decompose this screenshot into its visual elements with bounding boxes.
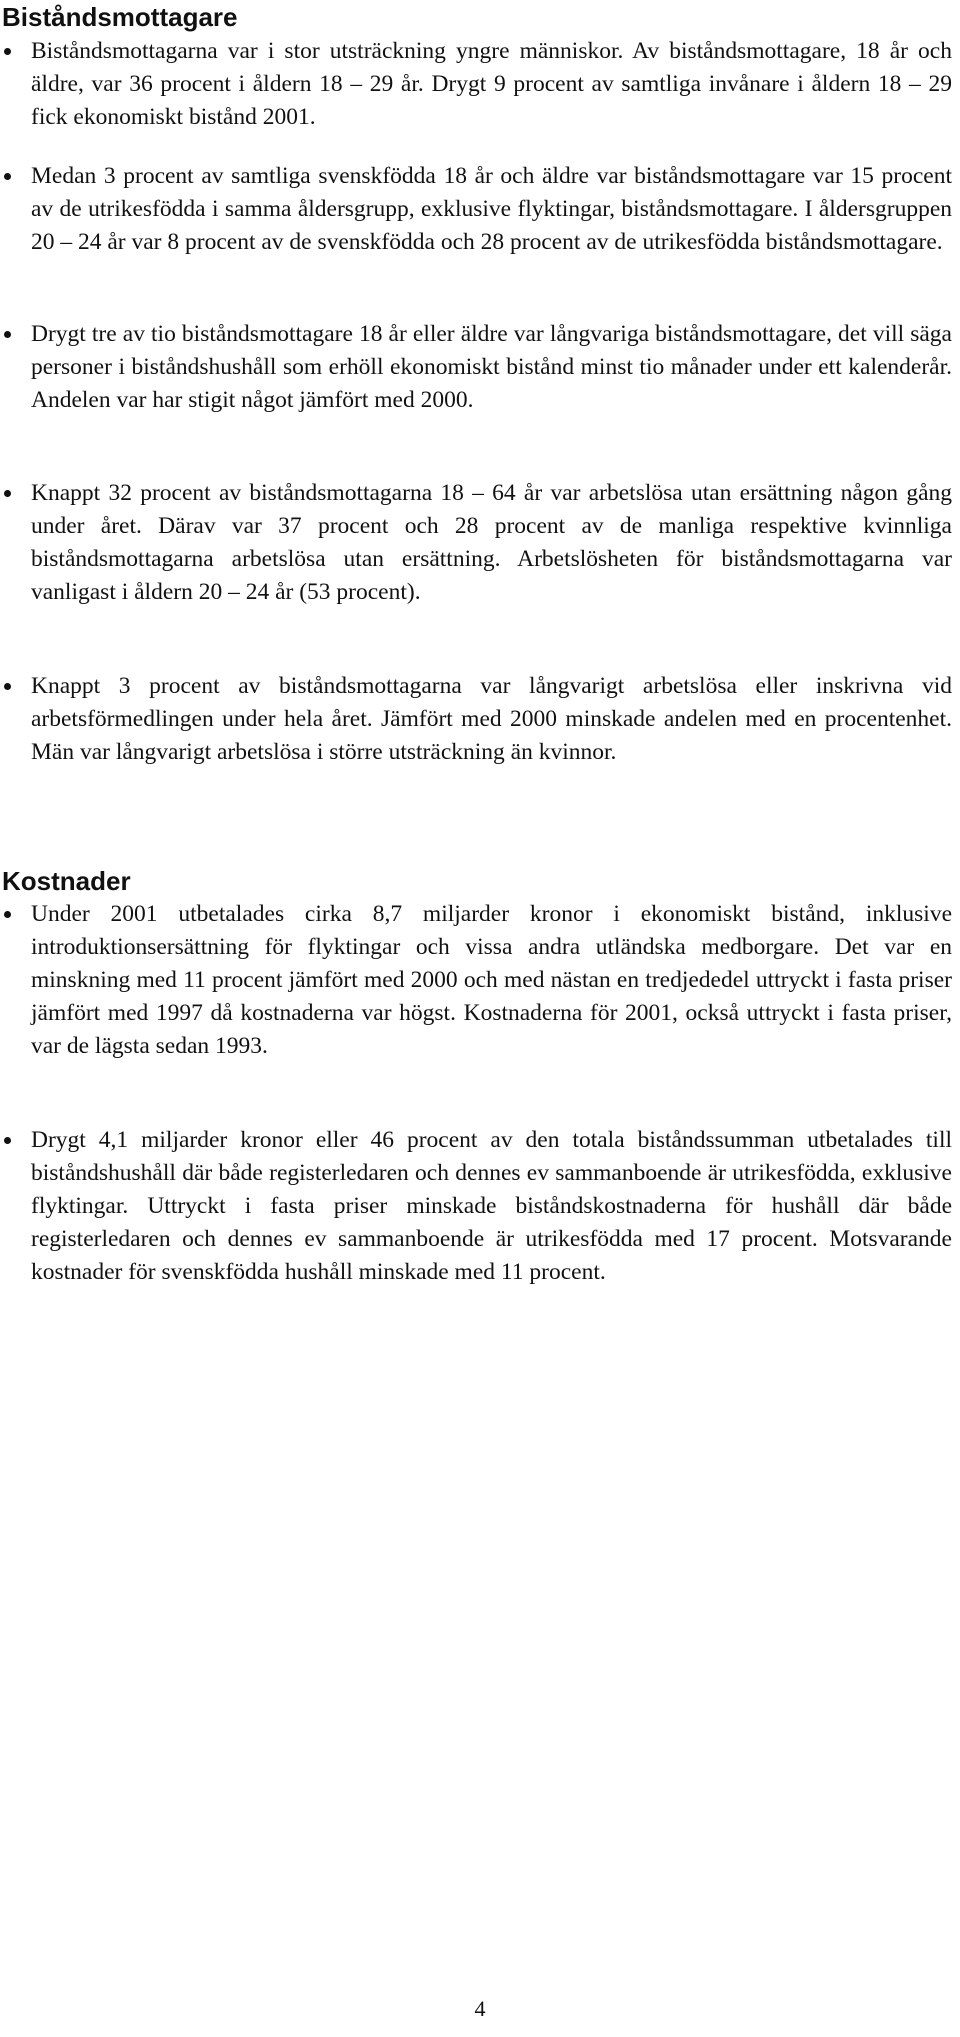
page-number: 4 <box>474 1996 486 2021</box>
bullet-dot-icon <box>4 683 11 690</box>
bullet-text: Under 2001 utbetalades cirka 8,7 miljarder kronor i ekonomiskt bistånd, inklusive introduktionsersättning för flyktingar och vissa andra utländska medborgare. Det var en minskning med 11 procent jämfört med 2000 och med nästan en tredjededel uttryckt i fasta priser jämfört med 1997 då kostnaderna var högst. Kostnaderna för 2001, också uttryckt i fasta priser, var de lägsta sedan 1993. <box>31 901 952 1059</box>
bullet-dot-icon <box>4 173 11 180</box>
section-heading-biståndsmottagare: Biståndsmottagare <box>2 2 238 32</box>
bullet-dot-icon <box>4 1137 11 1144</box>
bullet-text: Knappt 3 procent av biståndsmottagarna var långvarigt arbetslösa eller inskrivna vid arbetsförmedlingen under hela året. Jämfört med 2000 minskade andelen med en procentenhet. Män var långvarigt arbetslösa i större utsträckning än kvinnor. <box>31 673 952 765</box>
bullet-dot-icon <box>4 911 11 918</box>
bullet-dot-icon <box>4 48 11 55</box>
bullet-text: Knappt 32 procent av biståndsmottagarna 18 – 64 år var arbetslösa utan ersättning någon gång under året. Därav var 37 procent och 28 procent av de manliga respektive kvinnliga biståndsmottagarna arbetslösa utan ersättning. Arbetslösheten för biståndsmottagarna var vanligast i åldern 20 – 24 år (53 procent). <box>31 480 952 605</box>
bullet-text: Biståndsmottagarna var i stor utsträckning yngre människor. Av biståndsmottagare, 18 år och äldre, var 36 procent i åldern 18 – 29 år. Drygt 9 procent av samtliga invånare i åldern 18 – 29 fick ekonomiskt bistånd 2001. <box>31 38 952 130</box>
bullet-dot-icon <box>4 490 11 497</box>
bullet-dot-icon <box>4 331 11 338</box>
bullet-text: Drygt 4,1 miljarder kronor eller 46 procent av den totala biståndssumman utbetalades till biståndshushåll där både registerledaren och dennes ev sammanboende är utrikesfödda, exklusive flyktingar. Uttryckt i fasta priser minskade biståndskostnaderna för hushåll där både registerledaren och dennes ev sammanboende är utrikesfödda med 17 procent. Motsvarande kostnader för svenskfödda hushåll minskade med 11 procent. <box>31 1127 952 1285</box>
section-heading-kostnader: Kostnader <box>2 866 131 896</box>
bullet-text: Medan 3 procent av samtliga svenskfödda 18 år och äldre var biståndsmottagare var 15 procent av de utrikesfödda i samma åldersgrupp, exklusive flyktingar, biståndsmottagare. I åldersgruppen 20 – 24 år var 8 procent av de svenskfödda och 28 procent av de utrikesfödda biståndsmottagare. <box>31 163 952 255</box>
bullet-text: Drygt tre av tio biståndsmottagare 18 år eller äldre var långvariga biståndsmottagare, det vill säga personer i biståndshushåll som erhöll ekonomiskt bistånd minst tio månader under ett kalenderår. Andelen var har stigit något jämfört med 2000. <box>31 321 952 413</box>
